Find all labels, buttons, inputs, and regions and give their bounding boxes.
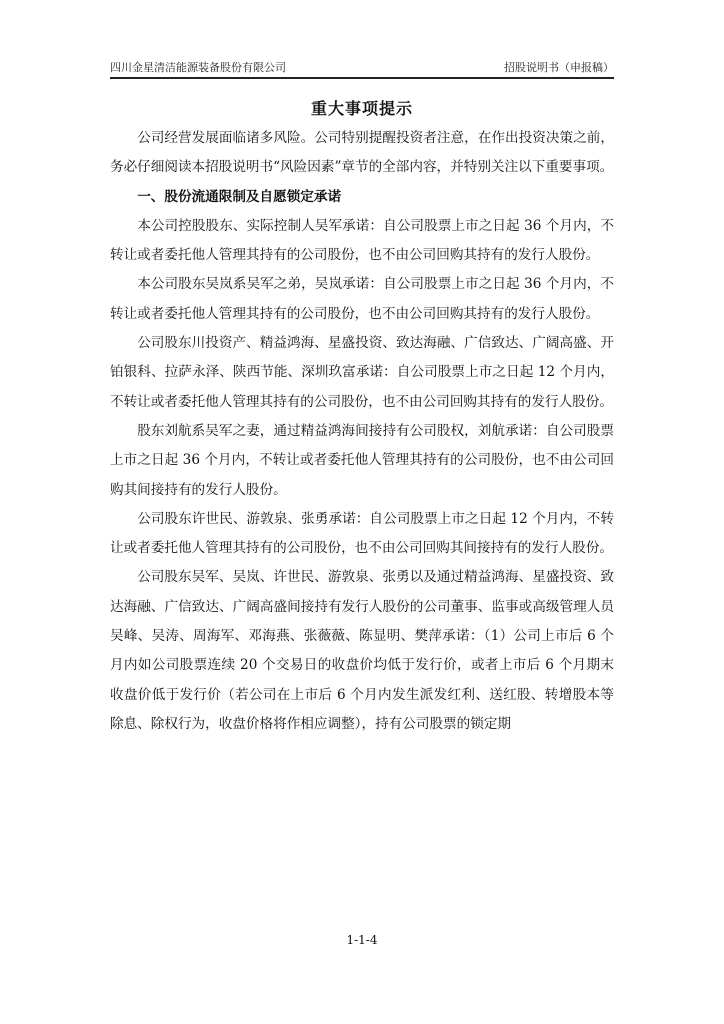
paragraph: 本公司股东吴岚系吴军之弟，吴岚承诺：自公司股票上市之日起 36 个月内，不转让或者委托他人管理其持有的公司股份，也不由公司回购其持有的发行人股份。 — [110, 276, 614, 322]
page-header — [110, 55, 614, 79]
paragraph: 公司股东许世民、游敦泉、张勇承诺：自公司股票上市之日起 12 个月内，不转让或者委托他人管理其持有的公司股份，也不由公司回购其间接持有的发行人股份。 — [110, 510, 614, 557]
section-heading: 一、股份流通限制及自愿锁定承诺 — [137, 188, 342, 205]
intro-paragraph: 公司经营发展面临诸多风险。公司特别提醒投资者注意，在作出投资决策之前，务必仔细阅读本招股说明书“风险因素”章节的全部内容，并特别关注以下重要事项。 — [110, 130, 614, 176]
header-document-type: 招股说明书（申报稿） — [504, 61, 614, 74]
document-body — [110, 124, 614, 739]
paragraph: 公司股东吴军、吴岚、许世民、游敦泉、张勇以及通过精益鸿海、星盛投资、致达海融、广信致达、广阔高盛间接持有发行人股份的公司董事、监事或高级管理人员吴峰、吴涛、周海军、邓海燕、张薇薇、陈显明、樊萍承诺：（1）公司上市后 6 个月内如公司股票连续 20 个交易日的收盘价均低于发行价，或者上市后 6 个月期末收盘价低于发行价（若公司在上市后 6 个月内发生派发红利、送红股、转增股本等除息、除权行为，收盘价格将作相应调整），持有公司股票的锁定期 — [110, 569, 614, 732]
page-title: 重大事项提示 — [310, 99, 413, 118]
paragraph: 股东刘航系吴军之妻，通过精益鸿海间接持有公司股权，刘航承诺：自公司股票上市之日起 36 个月内，不转让或者委托他人管理其持有的公司股份，也不由公司回购其间接持有的发行人股份。 — [110, 422, 614, 498]
paragraph: 公司股东川投资产、精益鸿海、星盛投资、致达海融、广信致达、广阔高盛、开铂银科、拉萨永泽、陕西节能、深圳玖富承诺：自公司股票上市之日起 12 个月内，不转让或者委托他人管理其持有的公司股份，也不由公司回购其持有的发行人股份。 — [110, 335, 614, 410]
header-company-name: 四川金星清洁能源装备股份有限公司 — [110, 61, 286, 74]
page-number: 1-1-4 — [346, 933, 378, 947]
paragraph: 本公司控股股东、实际控制人吴军承诺：自公司股票上市之日起 36 个月内，不转让或者委托他人管理其持有的公司股份，也不由公司回购其持有的发行人股份。 — [110, 217, 614, 264]
